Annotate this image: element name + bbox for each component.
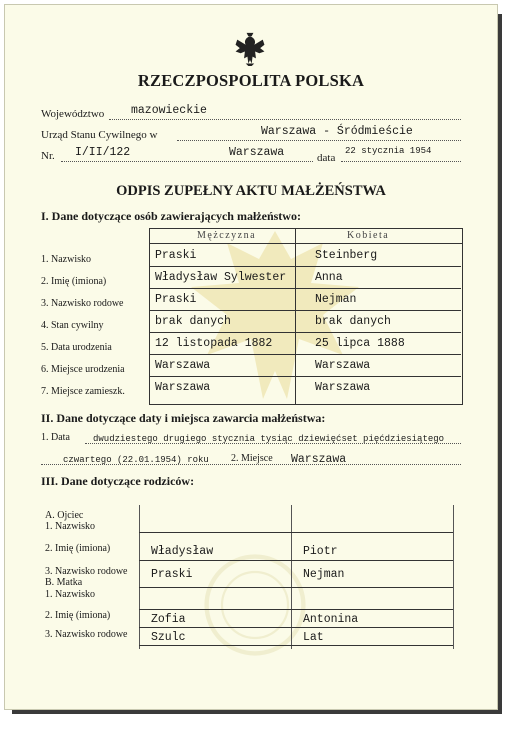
row-divider xyxy=(149,332,461,333)
section1-title: I. Dane dotyczące osób zawierających małżeństwo: xyxy=(41,209,301,223)
mother-birth-label: 3. Nazwisko rodowe xyxy=(45,629,128,640)
woman-value: 25 lipca 1888 xyxy=(315,337,405,350)
marriage-date-line2: czwartego (22.01.1954) roku xyxy=(63,455,209,465)
row-label: 7. Miejsce zamieszk. xyxy=(41,386,125,397)
office-line xyxy=(177,140,461,141)
woman-value: Warszawa xyxy=(315,359,371,372)
place-value: Warszawa xyxy=(229,146,285,159)
voivodeship-label: Województwo xyxy=(41,108,105,120)
mother-surname-label: 1. Nazwisko xyxy=(45,589,95,600)
date-line xyxy=(341,161,461,162)
woman-mother-given: Antonina xyxy=(303,613,359,626)
date-label: data xyxy=(317,152,336,164)
man-mother-birth: Szulc xyxy=(151,631,186,644)
man-value: 12 listopada 1882 xyxy=(155,337,273,350)
woman-value: brak danych xyxy=(315,315,391,328)
marriage-place-label: 2. Miejsce xyxy=(231,453,273,464)
country-title: RZECZPOSPOLITA POLSKA xyxy=(137,71,365,90)
row-divider xyxy=(149,266,461,267)
woman-mother-birth: Lat xyxy=(303,631,324,644)
number-label: Nr. xyxy=(41,150,55,162)
man-value: Warszawa xyxy=(155,359,211,372)
man-value: Warszawa xyxy=(155,381,211,394)
father-surname-label: 1. Nazwisko xyxy=(45,521,95,532)
row-label: 3. Nazwisko rodowe xyxy=(41,298,124,309)
parents-grid-right xyxy=(453,505,454,649)
column-man-header: Mężczyzna xyxy=(197,230,257,241)
row-label: 2. Imię (imiona) xyxy=(41,276,107,287)
father-birth-label: 3. Nazwisko rodowe xyxy=(45,566,128,577)
man-mother-given: Zofia xyxy=(151,613,186,626)
woman-father-given: Piotr xyxy=(303,545,338,558)
number-line xyxy=(61,161,313,162)
row-divider xyxy=(149,354,461,355)
man-value: Praski xyxy=(155,249,197,262)
office-label: Urząd Stanu Cywilnego w xyxy=(41,129,158,141)
eagle-emblem-icon xyxy=(233,31,267,67)
man-value: Władysław Sylwester xyxy=(155,271,287,284)
office-value: Warszawa - Śródmieście xyxy=(261,125,413,138)
row-label: 4. Stan cywilny xyxy=(41,320,104,331)
document-page xyxy=(4,4,498,710)
document-title: ODPIS ZUPEŁNY AKTU MAŁŻEŃSTWA xyxy=(116,183,386,199)
woman-value: Anna xyxy=(315,271,343,284)
woman-value: Warszawa xyxy=(315,381,371,394)
man-father-given: Władysław xyxy=(151,545,214,558)
number-value: I/II/122 xyxy=(75,146,131,159)
row-label: 5. Data urodzenia xyxy=(41,342,112,353)
row-divider xyxy=(149,288,461,289)
date-value: 22 stycznia 1954 xyxy=(345,146,432,156)
father-label: A. Ojciec xyxy=(45,510,84,521)
row-label: 6. Miejsce urodzenia xyxy=(41,364,125,375)
row-divider xyxy=(149,310,461,311)
man-value: Praski xyxy=(155,293,197,306)
section3-title: III. Dane dotyczące rodziców: xyxy=(41,474,195,488)
marriage-date-label: 1. Data xyxy=(41,432,70,443)
woman-value: Steinberg xyxy=(315,249,378,262)
father-given-label: 2. Imię (imiona) xyxy=(45,543,111,554)
row-divider xyxy=(149,376,461,377)
watermark-seal-icon xyxy=(200,545,310,665)
marriage-date-line1: dwudziestego drugiego stycznia tysiąc dziewięćset pięćdziesiątego xyxy=(93,434,445,444)
section2-title: II. Dane dotyczące daty i miejsca zawarcia małżeństwa: xyxy=(41,411,326,425)
woman-value: Nejman xyxy=(315,293,357,306)
man-father-birth: Praski xyxy=(151,568,193,581)
column-woman-header: Kobieta xyxy=(347,230,390,241)
row-label: 1. Nazwisko xyxy=(41,254,91,265)
man-value: brak danych xyxy=(155,315,231,328)
mother-label: B. Matka xyxy=(45,577,83,588)
mother-given-label: 2. Imię (imiona) xyxy=(45,610,111,621)
voivodeship-line xyxy=(109,119,461,120)
voivodeship-value: mazowieckie xyxy=(131,104,207,117)
woman-father-birth: Nejman xyxy=(303,568,345,581)
marriage-place-value: Warszawa xyxy=(291,453,347,466)
